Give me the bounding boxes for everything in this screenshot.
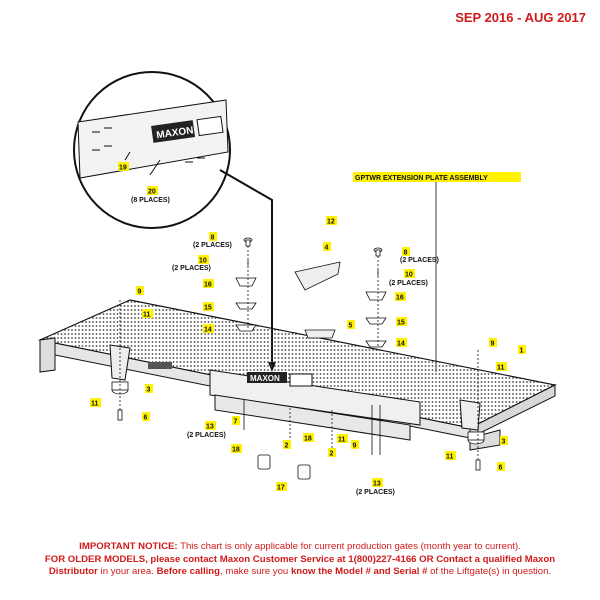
svg-text:18: 18: [232, 446, 240, 454]
decal-detail: [197, 116, 223, 135]
svg-text:10: 10: [199, 257, 207, 265]
places-note-20: (8 PLACES): [131, 197, 170, 204]
assembly-title-label: [353, 172, 521, 182]
places-note-13a: (2 PLACES): [187, 432, 226, 439]
svg-text:6: 6: [143, 414, 148, 422]
callout-15a: [203, 302, 214, 312]
detail-view: [74, 72, 230, 228]
callout-13b: [372, 478, 383, 488]
callout-16a: [203, 279, 214, 289]
callout-11a: [142, 309, 153, 319]
callout-10a: [198, 255, 209, 265]
svg-text:15: 15: [397, 319, 405, 327]
places-note-10b: (2 PLACES): [389, 280, 428, 287]
svg-text:11: 11: [91, 400, 99, 408]
callout-7: [232, 416, 240, 426]
callout-1: [518, 345, 526, 355]
places-note-10a: (2 PLACES): [172, 265, 211, 272]
svg-text:11: 11: [497, 364, 505, 372]
svg-text:4: 4: [324, 244, 329, 252]
svg-text:8: 8: [210, 234, 215, 242]
places-note-8a: (2 PLACES): [193, 242, 232, 249]
callout-5: [347, 320, 355, 330]
svg-text:11: 11: [338, 436, 346, 444]
svg-text:3: 3: [146, 386, 151, 394]
date-range: SEP 2016 - AUG 2017: [455, 10, 586, 25]
svg-text:9: 9: [352, 442, 357, 450]
svg-text:19: 19: [119, 164, 127, 172]
maxon-logo-text: MAXON: [155, 125, 195, 142]
svg-text:2: 2: [284, 442, 289, 450]
callout-13a: [205, 421, 216, 431]
callout-9a: [136, 286, 144, 296]
svg-text:13: 13: [206, 423, 214, 431]
svg-text:12: 12: [327, 218, 335, 226]
callout-18a: [231, 444, 242, 454]
callout-16b: [395, 292, 406, 302]
svg-text:9: 9: [490, 340, 495, 348]
callout-11d: [337, 434, 348, 444]
callout-14b: [396, 338, 407, 348]
callout-3a: [145, 384, 153, 394]
callout-6a: [142, 412, 150, 422]
svg-text:1: 1: [519, 347, 524, 355]
callout-8a: [209, 232, 217, 242]
svg-text:13: 13: [373, 480, 381, 488]
callout-3b: [500, 436, 508, 446]
callout-11e: [445, 451, 456, 461]
svg-text:9: 9: [137, 288, 142, 296]
callout-9c: [351, 440, 359, 450]
svg-text:11: 11: [143, 311, 151, 319]
important-notice: IMPORTANT NOTICE: This chart is only applicable for current production gates (month year to current). FOR OLDER MODELS, please contact Maxon Customer Service at 1(800)227-4166 OR Contact a qualified Maxon Distributor in your area. Before calling, make sure you know the Model # and Serial # of the Liftgate(s) in question.: [44, 541, 556, 577]
callout-8b: [402, 247, 410, 257]
svg-text:17: 17: [277, 484, 285, 492]
svg-text:10: 10: [405, 271, 413, 279]
svg-text:6: 6: [498, 464, 503, 472]
svg-text:8: 8: [403, 249, 408, 257]
svg-text:16: 16: [396, 294, 404, 302]
callout-19: [118, 162, 129, 172]
places-note-13b: (2 PLACES): [356, 489, 395, 496]
callout-17: [276, 482, 287, 492]
callout-4: [323, 242, 331, 252]
svg-text:14: 14: [397, 340, 405, 348]
callout-15b: [396, 317, 407, 327]
callout-10b: [404, 269, 415, 279]
callout-2b: [328, 448, 336, 458]
svg-text:5: 5: [348, 322, 353, 330]
svg-text:16: 16: [204, 281, 212, 289]
svg-text:GPTWR EXTENSION PLATE ASSEMBLY: GPTWR EXTENSION PLATE ASSEMBLY: [355, 175, 488, 182]
callout-9b: [489, 338, 497, 348]
svg-text:15: 15: [204, 304, 212, 312]
svg-text:7: 7: [233, 418, 238, 426]
svg-text:20: 20: [148, 188, 156, 196]
callout-11b: [90, 398, 101, 408]
callout-18b: [303, 433, 314, 443]
callout-20: [147, 186, 158, 196]
svg-text:14: 14: [204, 326, 212, 334]
svg-text:2: 2: [329, 450, 334, 458]
callout-11c: [496, 362, 507, 372]
svg-text:3: 3: [501, 438, 506, 446]
maxon-logo-plate-text: MAXON: [250, 374, 280, 383]
callout-6b: [497, 462, 505, 472]
callout-2a: [283, 440, 291, 450]
callout-12: [326, 216, 337, 226]
places-note-8b: (2 PLACES): [400, 257, 439, 264]
svg-text:18: 18: [304, 435, 312, 443]
callout-14a: [203, 324, 214, 334]
svg-text:11: 11: [446, 453, 454, 461]
